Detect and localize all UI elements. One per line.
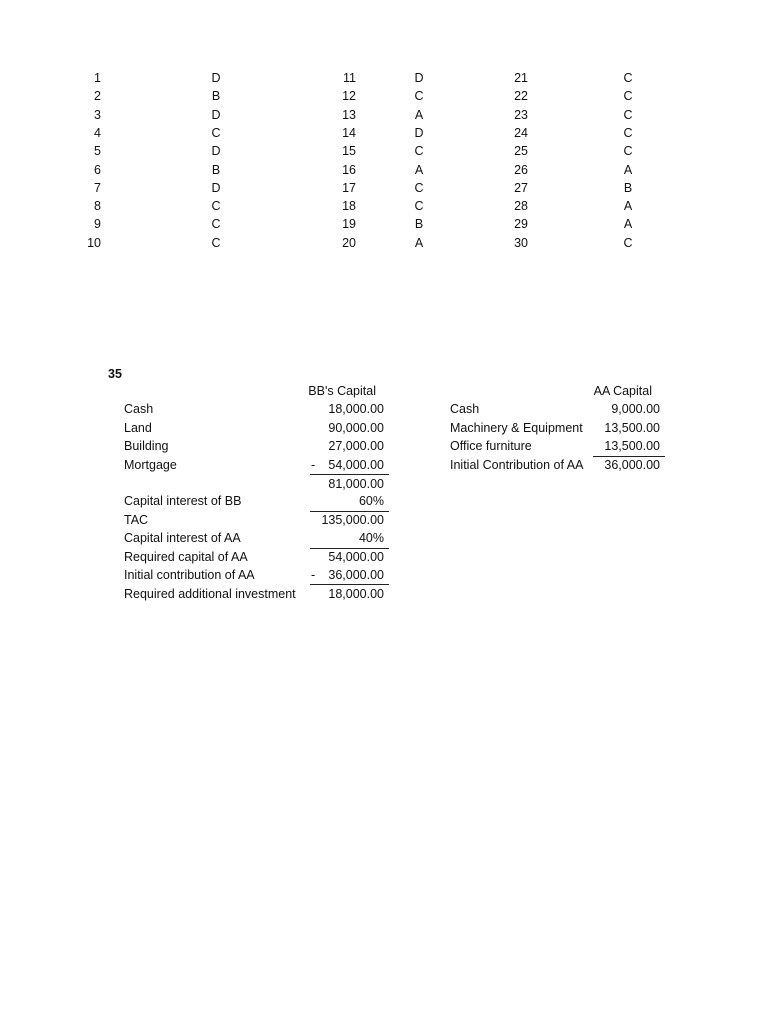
bb-row-value: 60% [358, 494, 384, 508]
answer-letter: A [623, 217, 633, 232]
answer-letter: C [623, 89, 633, 104]
question-number: 5 [94, 144, 101, 159]
bb-row-value: 135,000.00 [321, 513, 384, 527]
aa-row-label: Machinery & Equipment [450, 421, 583, 435]
aa-row-value: 13,500.00 [604, 439, 660, 453]
bb-row-value: 27,000.00 [328, 439, 384, 453]
question-number: 15 [342, 144, 356, 159]
question-number: 21 [514, 71, 528, 85]
answer-letter: D [211, 71, 221, 85]
answer-letter: D [211, 180, 221, 195]
question-number: 9 [94, 217, 101, 232]
bb-row-label: Capital interest of BB [124, 494, 242, 508]
answer-letter: A [414, 235, 424, 250]
bb-row-value: 81,000.00 [328, 477, 384, 491]
bb-row-value: 18,000.00 [328, 587, 384, 601]
answer-letter: D [414, 71, 424, 85]
bb-row-label: Required additional investment [124, 587, 296, 601]
answer-letter: C [414, 199, 424, 214]
answer-letter: C [623, 71, 633, 85]
question-number: 28 [514, 199, 528, 214]
answer-letter: C [211, 235, 221, 250]
bb-row-label: Cash [124, 402, 154, 416]
bb-row-sign: - [311, 458, 316, 472]
bb-row-label: TAC [124, 513, 149, 527]
answer-letter: B [211, 89, 221, 104]
question-number: 13 [342, 107, 356, 122]
answer-letter: C [211, 125, 221, 140]
question-number: 10 [87, 235, 101, 250]
bb-row-value: 54,000.00 [328, 550, 384, 564]
aa-row-value: 9,000.00 [611, 402, 660, 416]
answer-letter: C [623, 107, 633, 122]
question-number: 23 [514, 107, 528, 122]
bb-total-rule [310, 584, 389, 585]
question-number: 3 [94, 107, 101, 122]
answer-letter: D [211, 107, 221, 122]
question-number: 20 [342, 235, 356, 250]
problem-number: 35 [108, 367, 122, 381]
answer-letter: B [211, 162, 221, 177]
answer-letter: D [414, 125, 424, 140]
answer-letter: B [623, 180, 633, 195]
bb-capital-header: BB's Capital [308, 384, 376, 398]
answer-letter: C [211, 199, 221, 214]
answer-letter: C [623, 144, 633, 159]
bb-subtotal-rule [310, 474, 389, 475]
question-number: 17 [342, 180, 356, 195]
bb-row-label: Mortgage [124, 458, 177, 472]
answer-letter: B [414, 217, 424, 232]
bb-row-sign: - [311, 568, 316, 582]
question-number: 26 [514, 162, 528, 177]
bb-row-value: 18,000.00 [328, 402, 384, 416]
answer-letter: C [623, 125, 633, 140]
question-number: 22 [514, 89, 528, 104]
bb-row-label: Building [124, 439, 169, 453]
bb-percent-rule-2 [310, 548, 389, 549]
bb-row-value: 54,000.00 [328, 458, 384, 472]
answer-letter: C [211, 217, 221, 232]
question-number: 16 [342, 162, 356, 177]
question-number: 30 [514, 235, 528, 250]
question-number: 18 [342, 199, 356, 214]
bb-row-label: Required capital of AA [124, 550, 248, 564]
question-number: 12 [342, 89, 356, 104]
question-number: 1 [94, 71, 101, 85]
question-number: 8 [94, 199, 101, 214]
question-number: 4 [94, 125, 101, 140]
answer-letter: A [414, 107, 424, 122]
bb-row-value: 40% [358, 531, 384, 545]
question-number: 7 [94, 180, 101, 195]
aa-row-label: Initial Contribution of AA [450, 458, 584, 472]
aa-row-value: 36,000.00 [604, 458, 660, 472]
bb-percent-rule [310, 511, 389, 512]
question-number: 6 [94, 162, 101, 177]
question-number: 11 [343, 71, 356, 85]
answer-letter: A [623, 199, 633, 214]
question-number: 29 [514, 217, 528, 232]
answer-letter: C [414, 89, 424, 104]
bb-row-label: Capital interest of AA [124, 531, 241, 545]
aa-row-label: Office furniture [450, 439, 532, 453]
answer-letter: A [623, 162, 633, 177]
question-number: 14 [342, 125, 356, 140]
bb-row-value: 90,000.00 [328, 421, 384, 435]
question-number: 24 [514, 125, 528, 140]
aa-capital-header: AA Capital [593, 384, 652, 398]
bb-row-value: 36,000.00 [328, 568, 384, 582]
aa-total-rule [593, 456, 665, 457]
aa-row-label: Cash [450, 402, 480, 416]
answer-letter: C [623, 235, 633, 250]
answer-letter: D [211, 144, 221, 159]
bb-row-label: Land [124, 421, 152, 435]
question-number: 25 [514, 144, 528, 159]
answer-letter: C [414, 144, 424, 159]
question-number: 2 [94, 89, 101, 104]
question-number: 19 [342, 217, 356, 232]
question-number: 27 [514, 180, 528, 195]
bb-row-label: Initial contribution of AA [124, 568, 255, 582]
answer-letter: C [414, 180, 424, 195]
aa-row-value: 13,500.00 [604, 421, 660, 435]
answer-letter: A [414, 162, 424, 177]
